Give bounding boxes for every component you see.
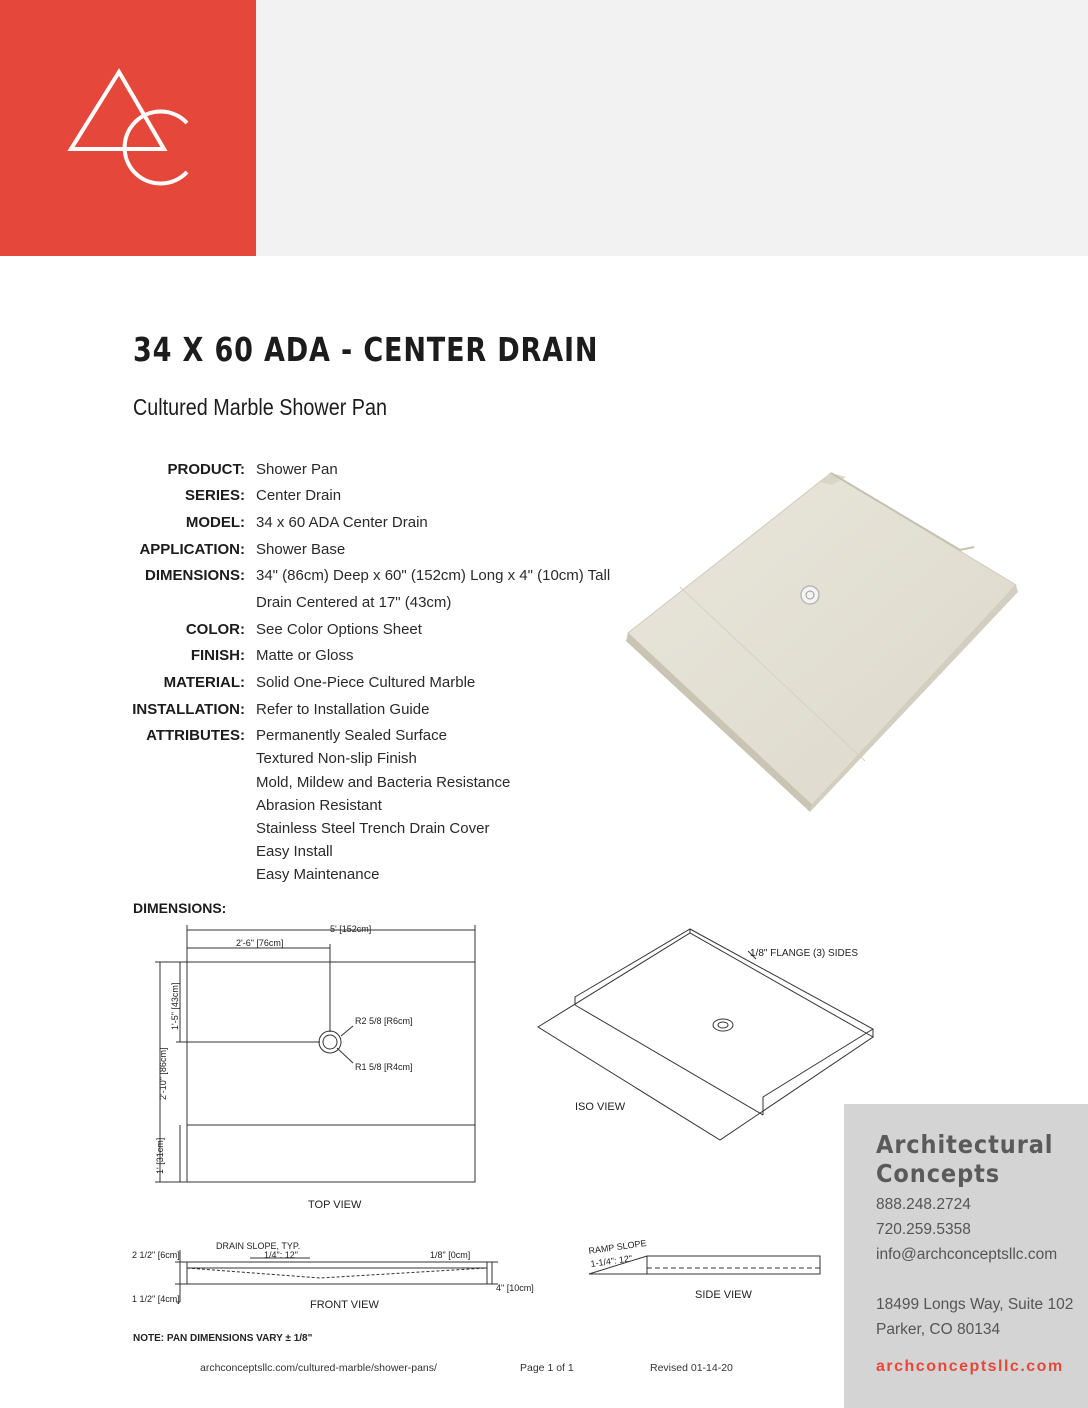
footer-page-number: Page 1 of 1 — [520, 1362, 574, 1374]
attribute-item: Stainless Steel Trench Drain Cover — [256, 820, 490, 837]
spec-value-product: Shower Pan — [256, 461, 338, 478]
iso-flange-note: 1/8" FLANGE (3) SIDES — [750, 948, 859, 959]
dim-outer-radius: R2 5/8 [R6cm] — [355, 1016, 413, 1026]
spec-label-dimensions: DIMENSIONS: — [144, 567, 245, 584]
drain-icon — [801, 586, 819, 604]
side-ramp-slope-value: 1-1/4": 12" — [589, 1253, 633, 1269]
pan-dimensions-note: NOTE: PAN DIMENSIONS VARY ± 1/8" — [133, 1333, 313, 1344]
side-view-caption: SIDE VIEW — [695, 1289, 752, 1301]
spec-value-model: 34 x 60 ADA Center Drain — [256, 514, 428, 531]
dim-depth: 2'-10" [86cm] — [158, 1047, 168, 1100]
spec-label-material: MATERIAL: — [163, 674, 245, 691]
spec-value-series: Center Drain — [256, 487, 342, 504]
spec-label-color: COLOR: — [185, 621, 245, 638]
front-view-caption: FRONT VIEW — [310, 1299, 379, 1311]
spec-value-material: Solid One-Piece Cultured Marble — [256, 674, 476, 691]
spec-label-product: PRODUCT: — [167, 461, 245, 478]
attribute-item: Easy Install — [256, 843, 333, 860]
attribute-item: Easy Maintenance — [256, 866, 380, 883]
phone-2[interactable]: 720.259.5358 — [876, 1221, 971, 1238]
page-title: 34 X 60 ADA - CENTER DRAIN — [133, 330, 599, 369]
phone-1[interactable]: 888.248.2724 — [876, 1196, 971, 1213]
spec-value-installation: Refer to Installation Guide — [256, 701, 430, 718]
top-view-drawing — [150, 920, 480, 1220]
dim-drain-offset: 2'-6" [76cm] — [236, 938, 284, 948]
company-name-line2: Concepts — [876, 1159, 1001, 1188]
spec-value-color: See Color Options Sheet — [256, 621, 422, 638]
spec-label-application: APPLICATION: — [139, 541, 245, 558]
ac-logo-icon — [0, 0, 256, 256]
spec-label-finish: FINISH: — [190, 647, 245, 664]
iso-view-drawing — [530, 925, 875, 1145]
page-subtitle: Cultured Marble Shower Pan — [133, 394, 387, 420]
front-view-drawing — [130, 1236, 540, 1316]
front-left-height: 2 1/2" [6cm] — [132, 1250, 180, 1260]
address-line-1: 18499 Longs Way, Suite 102 — [876, 1296, 1074, 1313]
side-view-drawing — [585, 1236, 825, 1306]
front-drain-slope-value: 1/4": 12" — [264, 1250, 298, 1260]
spec-value-application: Shower Base — [256, 541, 346, 558]
dim-drain-depth: 1'-5" [43cm] — [170, 982, 180, 1030]
attribute-item: Textured Non-slip Finish — [256, 750, 417, 767]
front-drain-slope-label: DRAIN SLOPE, TYP. — [216, 1241, 301, 1251]
top-view-caption: TOP VIEW — [308, 1199, 362, 1211]
spec-label-model: MODEL: — [185, 514, 245, 531]
front-right-height: 4" [10cm] — [496, 1283, 534, 1293]
spec-label-series: SERIES: — [184, 487, 245, 504]
attribute-item: Abrasion Resistant — [256, 797, 382, 814]
website-link[interactable]: archconceptsllc.com — [876, 1358, 1064, 1375]
logo-block — [0, 0, 256, 256]
attribute-item: Permanently Sealed Surface — [256, 727, 447, 744]
address-line-2: Parker, CO 80134 — [876, 1321, 1001, 1338]
spec-value-dimensions-drain: Drain Centered at 17" (43cm) — [256, 594, 452, 611]
product-photo — [620, 465, 1020, 845]
dim-overall-length: 5' [152cm] — [330, 924, 372, 934]
dim-ramp-depth: 1' [31cm] — [155, 1137, 165, 1174]
side-ramp-slope-label: RAMP SLOPE — [587, 1237, 648, 1256]
iso-view-caption: ISO VIEW — [575, 1101, 626, 1113]
footer-revised-date: Revised 01-14-20 — [650, 1362, 733, 1374]
front-right-top: 1/8" [0cm] — [430, 1250, 471, 1260]
company-name-line1: Architectural — [876, 1130, 1054, 1159]
company-name — [876, 1130, 1053, 1188]
dimensions-heading: DIMENSIONS: — [133, 900, 227, 916]
front-left-bottom: 1 1/2" [4cm] — [132, 1294, 180, 1304]
attribute-item: Mold, Mildew and Bacteria Resistance — [256, 774, 511, 791]
email-link[interactable]: info@archconceptsllc.com — [876, 1246, 1058, 1263]
spec-value-dimensions: 34" (86cm) Deep x 60" (152cm) Long x 4" (10cm) Tall — [256, 567, 611, 584]
spec-label-installation: INSTALLATION: — [132, 701, 245, 718]
dim-inner-radius: R1 5/8 [R4cm] — [355, 1062, 413, 1072]
spec-value-finish: Matte or Gloss — [256, 647, 354, 664]
footer-url[interactable]: archconceptsllc.com/cultured-marble/shower-pans/ — [200, 1362, 437, 1374]
spec-label-attributes: ATTRIBUTES: — [146, 727, 245, 744]
